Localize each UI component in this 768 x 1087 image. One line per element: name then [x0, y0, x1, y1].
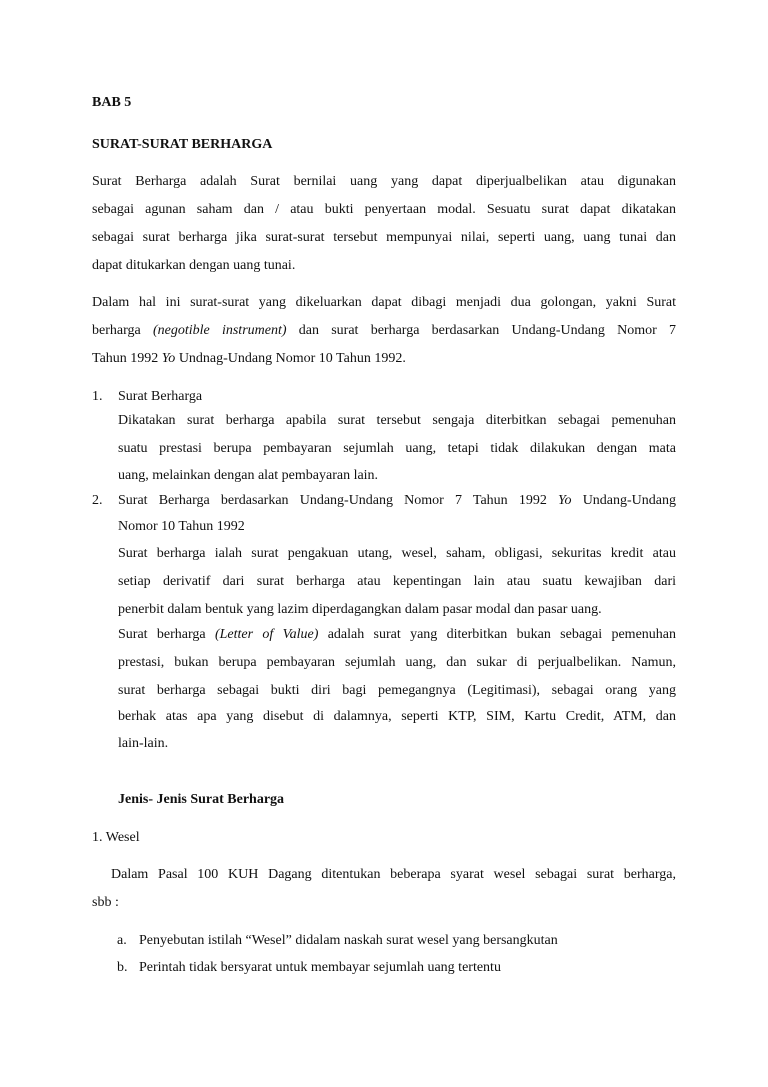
list-item: Penyebutan istilah “Wesel” didalam naskah surat wesel yang bersangkutan — [139, 933, 558, 948]
list-number: 2. — [92, 493, 103, 508]
list-item: Perintah tidak bersyarat untuk membayar sejumlah uang tertentu — [139, 960, 501, 975]
text-line: dapat ditukarkan dengan uang tunai. — [92, 258, 296, 273]
text-line: prestasi, bukan berupa pembayaran sejumlah uang, dan sukar di perjualbelikan. Namun, — [118, 655, 676, 670]
text-line: berhak atas apa yang disebut di dalamnya, seperti KTP, SIM, Kartu Credit, ATM, dan — [118, 709, 676, 724]
text-line: Surat berharga (Letter of Value) adalah surat yang diterbitkan bukan sebagai pemenuhan — [118, 627, 676, 642]
text-line: suatu prestasi berupa pembayaran sejumlah uang, tetapi tidak dilakukan dengan mata — [118, 441, 676, 456]
list-label: b. — [117, 960, 128, 975]
chapter-title: SURAT-SURAT BERHARGA — [92, 137, 273, 152]
text-line: Dalam Pasal 100 KUH Dagang ditentukan beberapa syarat wesel sebagai surat berharga, — [111, 867, 676, 882]
text-line: Surat berharga ialah surat pengakuan utang, wesel, saham, obligasi, sekuritas kredit atau — [118, 546, 676, 561]
list-label: a. — [117, 933, 127, 948]
list-number: 1. — [92, 389, 103, 404]
text-line: sebagai agunan saham dan / atau bukti penyertaan modal. Sesuatu surat dapat dikatakan — [92, 202, 676, 217]
text-line: berharga (negotible instrument) dan surat berharga berdasarkan Undang-Undang Nomor 7 — [92, 323, 676, 338]
subsection-heading-wesel: 1. Wesel — [92, 830, 140, 845]
text-line: setiap derivatif dari surat berharga atau kepentingan lain atau suatu kewajiban dari — [118, 574, 676, 589]
list-item-title: Surat Berharga berdasarkan Undang-Undang Nomor 7 Tahun 1992 Yo Undang-Undang — [118, 493, 676, 508]
section-heading-jenis: Jenis- Jenis Surat Berharga — [118, 792, 285, 807]
text-line: Surat Berharga adalah Surat bernilai uang yang dapat diperjualbelikan atau digunakan — [92, 174, 676, 189]
text-line: Tahun 1992 Yo Undnag-Undang Nomor 10 Tahun 1992. — [92, 351, 406, 366]
list-item-title: Surat Berharga — [118, 389, 203, 404]
text-line: sbb : — [92, 895, 119, 910]
text-line: sebagai surat berharga jika surat-surat tersebut mempunyai nilai, seperti uang, uang tunai dan — [92, 230, 676, 245]
text-line: Dikatakan surat berharga apabila surat tersebut sengaja diterbitkan sebagai pemenuhan — [118, 413, 676, 428]
text-line: uang, melainkan dengan alat pembayaran lain. — [118, 468, 379, 483]
text-line: penerbit dalam bentuk yang lazim diperdagangkan dalam pasar modal dan pasar uang. — [118, 602, 602, 617]
chapter-label: BAB 5 — [92, 95, 132, 110]
list-item-title-cont: Nomor 10 Tahun 1992 — [118, 519, 245, 534]
text-line: lain-lain. — [118, 736, 169, 751]
text-line: Dalam hal ini surat-surat yang dikeluarkan dapat dibagi menjadi dua golongan, yakni Surat — [92, 295, 676, 310]
text-line: surat berharga sebagai bukti diri bagi pemegangnya (Legitimasi), sebagai orang yang — [118, 683, 676, 698]
